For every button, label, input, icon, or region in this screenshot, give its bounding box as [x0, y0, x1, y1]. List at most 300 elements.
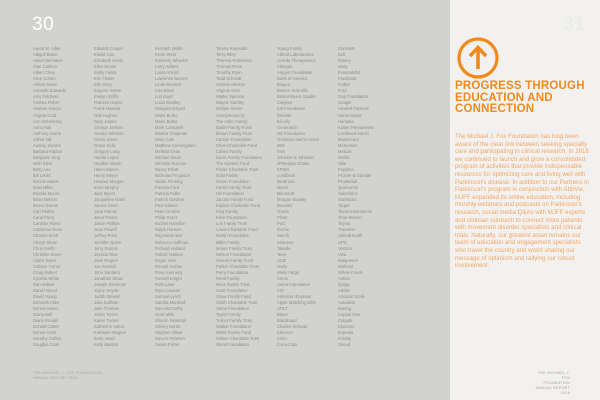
donor-name: Allison Davis: [33, 82, 57, 88]
donor-name: Jack Myers: [94, 191, 116, 197]
donor-name: ExxonMobil: [338, 70, 360, 76]
donor-name: Russell Knight: [155, 275, 182, 281]
donor-name: Merck: [277, 185, 289, 191]
donor-name: Maria Burke: [155, 112, 178, 118]
donor-name: Benjamin King: [33, 154, 61, 160]
donor-name: Betty Lee: [33, 166, 51, 172]
donor-name: Owens Family Fund: [216, 257, 254, 263]
donor-name: Blackbaud: [277, 318, 297, 324]
donor-name: Jean Powell: [94, 227, 117, 233]
donor-name: Heather Marsh: [94, 160, 122, 166]
donor-name: Jacqueline Nash: [94, 197, 125, 203]
donor-name: Bonnie Martin: [33, 179, 59, 185]
donor-name: Dell: [338, 52, 346, 58]
donor-name: Morgan Stanley: [277, 197, 307, 203]
donor-column: [277, 46, 338, 348]
donor-name: Allergan: [277, 64, 293, 70]
donor-name: Home Depot: [338, 112, 362, 118]
donor-name: Genentech: [277, 124, 298, 130]
donor-name: Diana Bell: [33, 312, 53, 318]
donor-name: Gold Family: [216, 172, 239, 178]
donor-name: Roger Hunt: [155, 257, 177, 263]
donor-name: Zynga: [338, 281, 350, 287]
donor-name: James Owen: [94, 203, 119, 209]
donor-name: Rebecca Hoffman: [155, 239, 189, 245]
donor-name: Scott Mills: [155, 312, 175, 318]
donor-name: Green Foundation: [216, 179, 250, 185]
donor-name: Dorothy Collins: [33, 336, 62, 342]
donor-name: Cisco: [277, 336, 288, 342]
donor-name: Takeda: [277, 245, 291, 251]
donor-name: Pamela Ford: [155, 185, 179, 191]
donor-name: Ellen Evans: [94, 64, 117, 70]
donor-name: Wilson Charitable Trust: [216, 336, 260, 342]
donor-name: White Family Fund: [216, 330, 251, 336]
donor-name: Novartis: [277, 203, 293, 209]
donor-name: Salesforce: [338, 191, 358, 197]
donor-name: Fisher Charitable Trust: [216, 166, 259, 172]
donor-name: Angela Gold: [33, 112, 57, 118]
donor-name: Parker Charitable Trust: [216, 263, 260, 269]
donor-name: King Family: [216, 209, 238, 215]
donor-name: Acorda Therapeutics: [277, 58, 316, 64]
donor-name: Cohen Family: [216, 148, 242, 154]
donor-name: Wayne Stanley: [216, 100, 245, 106]
donor-name: Celgene: [277, 100, 293, 106]
donor-name: George Jenkins: [94, 124, 124, 130]
up-arrow-circle-icon: [456, 36, 500, 80]
footer-left-org: THE MICHAEL J. FOX FOUNDATION: [33, 371, 103, 375]
donor-name: Philip Grant: [155, 215, 177, 221]
donor-name: Patrick Gardner: [155, 197, 185, 203]
donor-name: Steven Pearson: [155, 336, 185, 342]
donor-name: Bader Family Fund: [216, 124, 252, 130]
donor-name: Sara McCarthy: [155, 306, 183, 312]
donor-name: Amy Feldman: [33, 94, 59, 100]
donor-name: Henry Meyer: [94, 172, 118, 178]
donor-name: Barbara Kaplan: [33, 148, 63, 154]
footer-left: [33, 371, 102, 381]
donor-name: Catherine Ross: [33, 227, 62, 233]
donor-name: Young Family: [277, 46, 303, 51]
donor-name: Intel: [277, 148, 285, 154]
feature-headline: PROGRESS THROUGH EDUCATION AND CONNECTION: [455, 80, 585, 115]
donor-name: Target: [338, 203, 350, 209]
donor-name: Citi Foundation: [277, 106, 306, 112]
donor-name: Abbott Laboratories: [277, 52, 314, 58]
donor-name: The Adler Family: [216, 118, 248, 124]
donor-name: Matthew Cunningham: [155, 142, 196, 148]
donor-name: Kaiser Permanente: [338, 124, 374, 130]
donor-name: Ralph Hansen: [155, 227, 182, 233]
donor-name: Victoria Shelton: [216, 82, 246, 88]
donor-name: Edward Cooper: [94, 46, 124, 51]
donor-name: IBM: [277, 142, 285, 148]
donor-name: Ford: [338, 88, 347, 94]
footer-right-org: THE MICHAEL J. FOX FOUNDATION: [537, 371, 570, 385]
donor-name: Bristol-Myers Squibb: [277, 94, 316, 100]
donor-name: Disney: [338, 58, 351, 64]
donor-name: Reed Family: [216, 275, 240, 281]
donor-name: David Young: [33, 293, 57, 299]
donor-name: Louis Bradley: [155, 100, 181, 106]
donor-name: KPMG: [277, 166, 290, 172]
donor-name: Joe Russell: [94, 263, 116, 269]
donor-name: Jonathan Shaw: [94, 275, 123, 281]
donor-name: Joyce Snyder: [94, 287, 120, 293]
donor-name: Rachel Hamilton: [155, 221, 186, 227]
donor-name: Humana: [338, 118, 354, 124]
donor-name: Taylor Family: [216, 312, 241, 318]
donor-name: Carson Foundation: [216, 136, 252, 142]
donor-name: Verizon: [338, 245, 352, 251]
donor-name: Anna Hall: [33, 124, 52, 130]
donor-name: Kaplan Charitable Fund: [216, 203, 260, 209]
donor-name: Lewis Charitable Fund: [216, 227, 258, 233]
donor-name: Colleen Turner: [33, 263, 61, 269]
donor-name: Gerald Johnson: [94, 130, 124, 136]
footer-right: [535, 371, 570, 396]
donor-name: Cheryl Shaw: [33, 239, 57, 245]
donor-name: Justin Torres: [94, 312, 118, 318]
donor-name: eBay: [338, 64, 348, 70]
donor-name: Gail Hughes: [94, 112, 118, 118]
donor-name: Jane Palmer: [94, 209, 118, 215]
donor-name: Walter Spencer: [216, 94, 245, 100]
donor-name: Andrew Garcia: [33, 106, 61, 112]
donor-name: Douglas Cook: [33, 342, 60, 348]
donor-name: Roche: [277, 227, 290, 233]
donor-name: Gap Foundation: [338, 94, 369, 100]
donor-name: Stephen Oliver: [155, 330, 183, 336]
donor-name: Yahoo: [338, 275, 350, 281]
donor-name: Kathleen Wagner: [94, 330, 127, 336]
donor-name: Cynthia White: [33, 275, 60, 281]
donor-column: [94, 46, 155, 348]
donor-name: Goldman Sachs Gives: [277, 136, 319, 142]
donor-name: Elaine Cox: [94, 52, 115, 58]
donor-name: Biogen: [277, 82, 291, 88]
donor-name: UCB: [277, 257, 286, 263]
donor-name: AT&T: [277, 306, 288, 312]
donor-name: Michael Dixon: [155, 154, 182, 160]
donor-name: Discover: [338, 324, 355, 330]
donor-name: Medtronic: [277, 179, 296, 185]
donor-name: Travelers: [338, 227, 356, 233]
donor-name: Marie Butler: [155, 118, 178, 124]
donor-name: Arthur Hill: [33, 136, 52, 142]
donor-name: Scott Foundation: [216, 287, 248, 293]
donor-name: Erin Gray: [94, 82, 112, 88]
donor-name: Lawrence Barnes: [155, 76, 188, 82]
donor-name: Bank of America: [277, 76, 308, 82]
donor-name: Bayer: [277, 312, 288, 318]
donor-name: Caroline Reed: [33, 221, 60, 227]
donor-name: Martha Chapman: [155, 130, 188, 136]
donor-name: Carl Parker: [33, 209, 55, 215]
donor-name: Nancy Elliott: [155, 166, 179, 172]
donor-name: Alan Carlson: [33, 64, 57, 70]
donor-name: Nicole Fleming: [155, 179, 183, 185]
donor-name: Chevron: [277, 330, 293, 336]
donor-name: Diane Brooks: [33, 318, 59, 324]
donor-name: Kimberly Wheeler: [155, 58, 189, 64]
donor-name: Sanofi: [277, 233, 289, 239]
donor-name: Smith Charitable Trust: [216, 299, 258, 305]
donor-name: Howard Morgan: [94, 179, 124, 185]
donor-name: UnitedHealth: [338, 233, 363, 239]
donor-name: Mastercard: [338, 136, 359, 142]
donor-name: Deloitte: [277, 112, 292, 118]
donor-name: Amgen Foundation: [277, 70, 313, 76]
page-number-right: 31: [563, 14, 586, 35]
donor-column: [155, 46, 216, 348]
donor-name: Christine Stone: [33, 251, 62, 257]
donor-name: John Sanders: [94, 269, 120, 275]
donor-name: Keith Ward: [94, 336, 115, 342]
donor-name: Sandra Marshall: [155, 299, 186, 305]
donor-name: Google: [338, 100, 352, 106]
donor-name: Hewlett Packard: [338, 106, 369, 112]
donor-name: Turner Family Trust: [216, 318, 253, 324]
donor-column: [338, 46, 399, 348]
donor-name: Anonymous (3): [216, 112, 245, 118]
donor-name: Netflix: [338, 154, 350, 160]
donor-name: Raymond Hart: [155, 233, 182, 239]
donor-name: Lundbeck: [277, 172, 296, 178]
donor-name: Larry Adams: [155, 64, 179, 70]
donor-name: Procter & Gamble: [338, 172, 372, 178]
donor-name: Walgreens: [338, 257, 358, 263]
donor-name: Klein Foundation: [216, 215, 248, 221]
donor-name: Microsoft: [277, 191, 294, 197]
donor-name: American Express: [277, 293, 311, 299]
donor-name: Craig Walker: [33, 269, 58, 275]
donor-name: Evelyn Griffin: [94, 94, 119, 100]
donor-name: Apple Matching Gifts: [277, 299, 316, 305]
donor-name: Frances Hayes: [94, 100, 123, 106]
donor-column: [216, 46, 277, 348]
donor-name: Chen Charitable Fund: [216, 142, 257, 148]
donor-name: Todd Schmidt: [216, 76, 242, 82]
page-number-left: 30: [32, 14, 55, 35]
donor-name: Judith Stewart: [94, 293, 121, 299]
donor-name: Boeing: [338, 306, 352, 312]
donor-name: Nelson Foundation: [216, 251, 252, 257]
donor-name: Margaret Bryant: [155, 106, 186, 112]
donor-name: Amazon Smile: [338, 293, 365, 299]
donor-name: Ruth Lane: [155, 281, 175, 287]
donor-name: Eugene Green: [94, 88, 122, 94]
donor-name: Ryan Lawson: [155, 287, 181, 293]
donor-name: Samuel Lynch: [155, 293, 182, 299]
donor-name: Brown Family Trust: [216, 130, 252, 136]
donor-name: Katherine Vance: [94, 324, 125, 330]
donor-name: Brian Nelson: [33, 197, 57, 203]
donor-name: Jerry Ramos: [94, 245, 118, 251]
donor-name: Beth Klein: [33, 160, 53, 166]
donor-name: Donna Clark: [33, 330, 57, 336]
donor-name: Harold Lopez: [94, 154, 119, 160]
donor-name: Aaron M. Adler: [33, 46, 61, 51]
donor-name: Starbucks: [338, 197, 357, 203]
donor-name: Eric Foster: [94, 76, 115, 82]
donor-name: Ronald Jordan: [155, 263, 183, 269]
donor-name: GE Foundation: [277, 130, 306, 136]
donor-name: FedEx: [338, 82, 351, 88]
donor-name: Lockheed Martin: [338, 130, 369, 136]
donor-name: Irene Murphy: [94, 185, 119, 191]
donor-name: Amanda Edwards: [33, 88, 67, 94]
donor-name: Fidelity: [338, 336, 352, 342]
donor-name: Davis Family Foundation: [216, 154, 263, 160]
donor-name: Perry Foundation: [216, 269, 249, 275]
donor-name: Anthony Harris: [33, 130, 61, 136]
donor-name: Richard Holland: [155, 245, 185, 251]
donor-name: Timothy Ryan: [216, 70, 242, 76]
donor-name: Elizabeth Davis: [94, 58, 123, 64]
donor-name: Melissa Dean: [155, 148, 181, 154]
donor-name: Helen Mason: [94, 166, 119, 172]
donor-name: Joseph Simmons: [94, 281, 127, 287]
donor-name: Gloria Jones: [94, 136, 118, 142]
donor-name: Qualcomm: [338, 185, 359, 191]
donor-name: Time Warner: [338, 215, 362, 221]
footer-right-report: ANNUAL REPORT 2016: [535, 386, 570, 395]
donor-name: Grace Kelly: [94, 142, 116, 148]
donor-name: AIG: [277, 287, 285, 293]
donor-name: Teresa Reynolds: [216, 46, 248, 51]
donor-name: Ross Family Trust: [216, 281, 250, 287]
donor-name: Lisa Black: [155, 88, 175, 94]
donor-name: McKesson: [338, 142, 358, 148]
donor-name: Toyota: [338, 221, 351, 227]
donor-name: Paul Gibson: [155, 203, 178, 209]
feature-body: The Michael J. Fox Foundation has long been aware of the clear link between seeking specialty care and participating in clinical research. In 2016 we continued to launch and grow a consolidated program of activities that provide indispensable resources for optimizing care and living well with Parkinson's disease. In addition to our Partners in Parkinson's program in conjunction with AbbVie, MJFF expanded its online education, including monthly webinars and podcasts on Parkinson's research, social media Q&As with MJFF experts and clinician outreach to connect more patients with movement disorder specialists and clinical trials. Naturally, our greatest asset remains our team of education and engagement specialists who travel the country and world sharing our message of optimism and rallying our robust involvement.: [455, 133, 589, 270]
donor-name: Gilead: [338, 342, 351, 348]
donor-name: Expedia: [338, 330, 354, 336]
donor-name: Charles Scott: [33, 233, 59, 239]
donor-name: Siemens: [277, 239, 294, 245]
donor-name: Hill Foundation: [216, 191, 244, 197]
donor-name: Walker Foundation: [216, 324, 251, 330]
donor-name: Janet Peters: [94, 215, 118, 221]
donor-name: Daniel Wood: [33, 287, 57, 293]
donor-name: Jacobs Family Fund: [216, 197, 254, 203]
donor-name: Karen Tucker: [94, 318, 119, 324]
donor-name: Eli Lilly: [277, 118, 291, 124]
donor-name: Patricia Fuller: [155, 191, 181, 197]
donor-name: Charles Schwab: [277, 324, 308, 330]
donor-name: Oracle: [277, 209, 290, 215]
donor-name: PwC: [277, 221, 286, 227]
donor-name: Donald Carter: [33, 324, 60, 330]
donor-name: Comcast: [338, 46, 355, 51]
donor-name: Boston Scientific: [277, 88, 308, 94]
donor-name: Xerox: [277, 275, 288, 281]
donor-name: Ann Greenberg: [33, 118, 62, 124]
donor-name: Chris Smith: [33, 245, 55, 251]
donor-name: Deborah Allen: [33, 299, 60, 305]
donor-name: Audrey Jacobs: [33, 142, 61, 148]
donor-name: Gary James: [94, 118, 117, 124]
donor-name: Mark Campbell: [155, 124, 184, 130]
donor-name: MetLife: [338, 148, 352, 154]
donor-name: Kenneth Webb: [155, 46, 183, 51]
donor-name: Rose Kennedy: [155, 269, 183, 275]
donor-name: Thomas Rose: [216, 64, 243, 70]
donor-name: Moore Family Trust: [216, 245, 252, 251]
donor-name: Theresa Robertson: [216, 58, 252, 64]
donor-name: The Epstein Fund: [216, 160, 250, 166]
donor-name: Colgate: [338, 318, 353, 324]
donor-name: Albert Chen: [33, 70, 56, 76]
donor-name: Pfizer: [277, 215, 288, 221]
donor-name: Facebook: [338, 76, 357, 82]
footer-left-report: ANNUAL REPORT 2016: [33, 376, 78, 380]
donor-name: Virginia Sims: [216, 88, 241, 94]
donor-name: Emily Fields: [94, 70, 117, 76]
donor-name: Michelle Duncan: [155, 160, 186, 166]
donor-name: Nike: [338, 160, 347, 166]
donor-name: Claire Taylor: [33, 257, 57, 263]
donor-name: Capital One: [338, 312, 361, 318]
donor-name: Aetna Foundation: [277, 281, 311, 287]
donor-name: Brad Miller: [33, 185, 54, 191]
donor-name: Terry Riley: [216, 52, 236, 58]
donor-name: Frank Howard: [94, 106, 121, 112]
donor-name: Gregory Long: [94, 148, 120, 154]
donor-name: Carol Perry: [33, 215, 55, 221]
donor-name: Dan Wilson: [33, 281, 55, 287]
donor-name: JPMorgan Chase: [277, 160, 310, 166]
donor-name: Walmart: [338, 263, 354, 269]
donor-name: Adobe: [338, 287, 351, 293]
donor-name: Wells Fargo: [277, 269, 300, 275]
donor-name: Jessica Rice: [94, 251, 118, 257]
donor-name: Laura Arnold: [155, 70, 179, 76]
donor-name: Shirley Norris: [155, 324, 181, 330]
donor-name: Lori Boyd: [155, 94, 173, 100]
donor-name: Autodesk: [338, 299, 356, 305]
donor-name: Teva: [277, 251, 286, 257]
donor-name: Lee Family Trust: [216, 221, 247, 227]
donor-name: Martin Foundation: [216, 233, 250, 239]
donor-name: Alice Cohen: [33, 76, 56, 82]
donor-name: William Steele: [216, 106, 243, 112]
donor-column: [33, 46, 94, 348]
donor-name: Johnson & Johnson: [277, 154, 314, 160]
donor-name: Robert Hudson: [155, 251, 184, 257]
donor-name: Dennis Baker: [33, 306, 59, 312]
donor-name: Harris Family Trust: [216, 185, 252, 191]
donor-name: PepsiCo: [338, 166, 354, 172]
donor-name: Jason Phillips: [94, 221, 120, 227]
donor-name: Nicholas Ferguson: [155, 172, 190, 178]
donor-name: Verily: [277, 263, 288, 269]
donor-name: Andrea Fisher: [33, 100, 60, 106]
donor-list: [33, 46, 443, 348]
donor-name: Kevin West: [155, 52, 177, 58]
donor-name: Stone Foundation: [216, 306, 250, 312]
donor-name: Linda Bennett: [155, 82, 181, 88]
donor-name: Joan Rogers: [94, 257, 118, 263]
donor-name: UPS: [338, 239, 347, 245]
donor-name: Kelly Watson: [94, 342, 119, 348]
donor-name: Susan Porter: [155, 342, 180, 348]
donor-name: Wood Foundation: [216, 342, 249, 348]
donor-name: Prudential: [338, 179, 357, 185]
